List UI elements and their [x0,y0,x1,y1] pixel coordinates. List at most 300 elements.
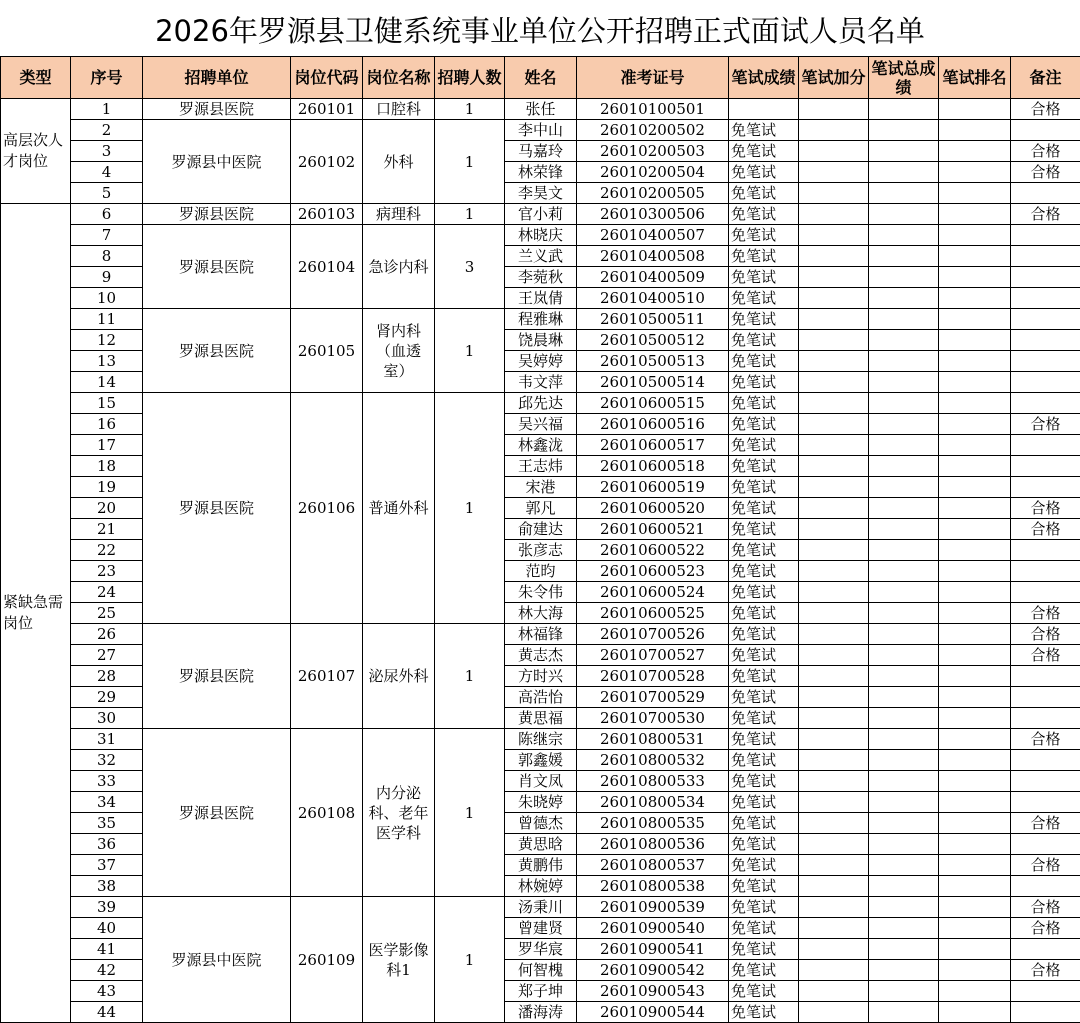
seq-cell: 3 [71,141,143,162]
rank-cell [939,624,1011,645]
name-cell: 林晓庆 [505,225,577,246]
total-score-cell [869,561,939,582]
total-score-cell [869,729,939,750]
total-score-cell [869,918,939,939]
remark-cell [1011,771,1080,792]
post-name-cell: 内分泌科、老年医学科 [363,729,435,897]
written-score-cell: 免笔试 [729,372,799,393]
written-score-cell: 免笔试 [729,435,799,456]
total-score-cell [869,708,939,729]
exam-no-cell: 26010900542 [577,960,729,981]
bonus-cell [799,183,869,204]
total-score-cell [869,183,939,204]
post-code-cell: 260103 [291,204,363,225]
total-score-cell [869,813,939,834]
remark-cell [1011,288,1080,309]
name-cell: 邱先达 [505,393,577,414]
seq-cell: 29 [71,687,143,708]
remark-cell [1011,330,1080,351]
header-bonus: 笔试加分 [799,57,869,99]
total-score-cell [869,666,939,687]
written-score-cell: 免笔试 [729,855,799,876]
written-score-cell: 免笔试 [729,771,799,792]
unit-cell: 罗源县医院 [143,204,291,225]
rank-cell [939,540,1011,561]
header-type: 类型 [1,57,71,99]
written-score-cell: 免笔试 [729,120,799,141]
rank-cell [939,351,1011,372]
name-cell: 黄鹏伟 [505,855,577,876]
name-cell: 曾德杰 [505,813,577,834]
post-name-cell: 病理科 [363,204,435,225]
total-score-cell [869,645,939,666]
bonus-cell [799,435,869,456]
bonus-cell [799,561,869,582]
bonus-cell [799,750,869,771]
rank-cell [939,834,1011,855]
bonus-cell [799,477,869,498]
seq-cell: 9 [71,267,143,288]
bonus-cell [799,603,869,624]
post-code-cell: 260108 [291,729,363,897]
rank-cell [939,561,1011,582]
exam-no-cell: 26010600523 [577,561,729,582]
bonus-cell [799,687,869,708]
exam-no-cell: 26010700527 [577,645,729,666]
rank-cell [939,666,1011,687]
written-score-cell: 免笔试 [729,981,799,1002]
quota-cell: 1 [435,204,505,225]
written-score-cell: 免笔试 [729,519,799,540]
exam-no-cell: 26010400510 [577,288,729,309]
seq-cell: 2 [71,120,143,141]
unit-cell: 罗源县医院 [143,729,291,897]
written-score-cell: 免笔试 [729,183,799,204]
name-cell: 曾建贤 [505,918,577,939]
exam-no-cell: 26010100501 [577,99,729,120]
seq-cell: 15 [71,393,143,414]
total-score-cell [869,960,939,981]
seq-cell: 31 [71,729,143,750]
name-cell: 何智槐 [505,960,577,981]
seq-cell: 33 [71,771,143,792]
bonus-cell [799,414,869,435]
rank-cell [939,225,1011,246]
seq-cell: 40 [71,918,143,939]
name-cell: 肖文凤 [505,771,577,792]
header-written: 笔试成绩 [729,57,799,99]
rank-cell [939,498,1011,519]
header-post-name: 岗位名称 [363,57,435,99]
name-cell: 张任 [505,99,577,120]
written-score-cell: 免笔试 [729,246,799,267]
total-score-cell [869,498,939,519]
page-title: 2026年罗源县卫健系统事业单位公开招聘正式面试人员名单 [0,0,1080,56]
remark-cell [1011,792,1080,813]
header-quota: 招聘人数 [435,57,505,99]
rank-cell [939,330,1011,351]
bonus-cell [799,771,869,792]
exam-no-cell: 26010900544 [577,1002,729,1023]
remark-cell [1011,687,1080,708]
exam-no-cell: 26010300506 [577,204,729,225]
written-score-cell: 免笔试 [729,141,799,162]
table-row [1,309,1080,330]
bonus-cell [799,918,869,939]
total-score-cell [869,141,939,162]
remark-cell [1011,183,1080,204]
table-header-row [1,57,1080,99]
bonus-cell [799,1002,869,1023]
total-score-cell [869,1002,939,1023]
bonus-cell [799,288,869,309]
name-cell: 郑子坤 [505,981,577,1002]
written-score-cell: 免笔试 [729,225,799,246]
written-score-cell: 免笔试 [729,876,799,897]
total-score-cell [869,687,939,708]
table-row [1,120,1080,141]
written-score-cell: 免笔试 [729,939,799,960]
rank-cell [939,309,1011,330]
bonus-cell [799,162,869,183]
remark-cell [1011,1002,1080,1023]
remark-cell: 合格 [1011,204,1080,225]
written-score-cell: 免笔试 [729,792,799,813]
rank-cell [939,981,1011,1002]
total-score-cell [869,330,939,351]
rank-cell [939,393,1011,414]
bonus-cell [799,204,869,225]
name-cell: 宋港 [505,477,577,498]
rank-cell [939,477,1011,498]
name-cell: 俞建达 [505,519,577,540]
bonus-cell [799,813,869,834]
name-cell: 程雅琳 [505,309,577,330]
seq-cell: 5 [71,183,143,204]
name-cell: 兰义武 [505,246,577,267]
post-name-cell: 泌尿外科 [363,624,435,729]
rank-cell [939,204,1011,225]
remark-cell: 合格 [1011,960,1080,981]
bonus-cell [799,372,869,393]
bonus-cell [799,645,869,666]
quota-cell: 1 [435,729,505,897]
written-score-cell: 免笔试 [729,708,799,729]
bonus-cell [799,981,869,1002]
written-score-cell: 免笔试 [729,288,799,309]
total-score-cell [869,603,939,624]
remark-cell [1011,561,1080,582]
type-cell: 高层次人才岗位 [1,99,71,204]
seq-cell: 42 [71,960,143,981]
rank-cell [939,1002,1011,1023]
exam-no-cell: 26010600515 [577,393,729,414]
total-score-cell [869,309,939,330]
total-score-cell [869,834,939,855]
written-score-cell: 免笔试 [729,960,799,981]
rank-cell [939,855,1011,876]
name-cell: 饶晨琳 [505,330,577,351]
seq-cell: 11 [71,309,143,330]
post-code-cell: 260102 [291,120,363,204]
bonus-cell [799,99,869,120]
quota-cell: 1 [435,897,505,1023]
exam-no-cell: 26010600516 [577,414,729,435]
total-score-cell [869,981,939,1002]
table-row [1,225,1080,246]
rank-cell [939,771,1011,792]
written-score-cell [729,99,799,120]
bonus-cell [799,897,869,918]
rank-cell [939,582,1011,603]
written-score-cell: 免笔试 [729,351,799,372]
header-exam-no: 准考证号 [577,57,729,99]
written-score-cell: 免笔试 [729,267,799,288]
remark-cell: 合格 [1011,855,1080,876]
seq-cell: 28 [71,666,143,687]
bonus-cell [799,330,869,351]
exam-no-cell: 26010900543 [577,981,729,1002]
quota-cell: 1 [435,99,505,120]
remark-cell [1011,666,1080,687]
exam-no-cell: 26010700526 [577,624,729,645]
bonus-cell [799,519,869,540]
seq-cell: 24 [71,582,143,603]
unit-cell: 罗源县医院 [143,624,291,729]
table-row [1,99,1080,120]
remark-cell: 合格 [1011,729,1080,750]
rank-cell [939,246,1011,267]
name-cell: 林婉婷 [505,876,577,897]
bonus-cell [799,351,869,372]
name-cell: 罗华宸 [505,939,577,960]
rank-cell [939,162,1011,183]
exam-no-cell: 26010200502 [577,120,729,141]
table-row [1,393,1080,414]
remark-cell: 合格 [1011,99,1080,120]
seq-cell: 19 [71,477,143,498]
seq-cell: 13 [71,351,143,372]
written-score-cell: 免笔试 [729,750,799,771]
name-cell: 林大海 [505,603,577,624]
seq-cell: 43 [71,981,143,1002]
post-code-cell: 260109 [291,897,363,1023]
exam-no-cell: 26010200505 [577,183,729,204]
remark-cell [1011,246,1080,267]
exam-no-cell: 26010800533 [577,771,729,792]
total-score-cell [869,855,939,876]
total-score-cell [869,99,939,120]
seq-cell: 14 [71,372,143,393]
rank-cell [939,99,1011,120]
name-cell: 朱晓婷 [505,792,577,813]
header-post-code: 岗位代码 [291,57,363,99]
total-score-cell [869,897,939,918]
rank-cell [939,141,1011,162]
name-cell: 韦文萍 [505,372,577,393]
unit-cell: 罗源县中医院 [143,897,291,1023]
seq-cell: 37 [71,855,143,876]
rank-cell [939,603,1011,624]
quota-cell: 1 [435,393,505,624]
exam-no-cell: 26010500514 [577,372,729,393]
name-cell: 李菀秋 [505,267,577,288]
bonus-cell [799,708,869,729]
rank-cell [939,267,1011,288]
header-seq: 序号 [71,57,143,99]
bonus-cell [799,225,869,246]
unit-cell: 罗源县中医院 [143,120,291,204]
exam-no-cell: 26010700528 [577,666,729,687]
remark-cell: 合格 [1011,897,1080,918]
bonus-cell [799,960,869,981]
total-score-cell [869,246,939,267]
seq-cell: 25 [71,603,143,624]
remark-cell [1011,351,1080,372]
name-cell: 李昊文 [505,183,577,204]
remark-cell: 合格 [1011,603,1080,624]
header-total: 笔试总成绩 [869,57,939,99]
remark-cell [1011,120,1080,141]
exam-no-cell: 26010800532 [577,750,729,771]
written-score-cell: 免笔试 [729,540,799,561]
header-name: 姓名 [505,57,577,99]
rank-cell [939,960,1011,981]
unit-cell: 罗源县医院 [143,393,291,624]
remark-cell: 合格 [1011,918,1080,939]
remark-cell [1011,540,1080,561]
bonus-cell [799,540,869,561]
rank-cell [939,708,1011,729]
bonus-cell [799,939,869,960]
written-score-cell: 免笔试 [729,813,799,834]
written-score-cell: 免笔试 [729,456,799,477]
remark-cell: 合格 [1011,141,1080,162]
seq-cell: 6 [71,204,143,225]
bonus-cell [799,624,869,645]
remark-cell [1011,582,1080,603]
rank-cell [939,876,1011,897]
remark-cell [1011,477,1080,498]
unit-cell: 罗源县医院 [143,99,291,120]
remark-cell: 合格 [1011,162,1080,183]
post-name-cell: 医学影像科1 [363,897,435,1023]
total-score-cell [869,393,939,414]
exam-no-cell: 26010500513 [577,351,729,372]
name-cell: 官小莉 [505,204,577,225]
rank-cell [939,288,1011,309]
exam-no-cell: 26010200503 [577,141,729,162]
bonus-cell [799,120,869,141]
written-score-cell: 免笔试 [729,498,799,519]
name-cell: 李中山 [505,120,577,141]
table-row [1,897,1080,918]
written-score-cell: 免笔试 [729,729,799,750]
bonus-cell [799,498,869,519]
unit-cell: 罗源县医院 [143,225,291,309]
name-cell: 黄志杰 [505,645,577,666]
exam-no-cell: 26010700529 [577,687,729,708]
name-cell: 潘海涛 [505,1002,577,1023]
post-code-cell: 260106 [291,393,363,624]
exam-no-cell: 26010600518 [577,456,729,477]
remark-cell [1011,309,1080,330]
post-code-cell: 260104 [291,225,363,309]
name-cell: 朱令伟 [505,582,577,603]
rank-cell [939,813,1011,834]
written-score-cell: 免笔试 [729,204,799,225]
written-score-cell: 免笔试 [729,918,799,939]
exam-no-cell: 26010400507 [577,225,729,246]
bonus-cell [799,582,869,603]
name-cell: 高浩怡 [505,687,577,708]
total-score-cell [869,456,939,477]
seq-cell: 16 [71,414,143,435]
exam-no-cell: 26010900539 [577,897,729,918]
seq-cell: 22 [71,540,143,561]
bonus-cell [799,666,869,687]
total-score-cell [869,267,939,288]
bonus-cell [799,141,869,162]
name-cell: 方时兴 [505,666,577,687]
table-row [1,729,1080,750]
exam-no-cell: 26010900541 [577,939,729,960]
total-score-cell [869,624,939,645]
bonus-cell [799,729,869,750]
total-score-cell [869,162,939,183]
bonus-cell [799,246,869,267]
remark-cell [1011,708,1080,729]
seq-cell: 39 [71,897,143,918]
exam-no-cell: 26010900540 [577,918,729,939]
total-score-cell [869,939,939,960]
remark-cell [1011,981,1080,1002]
seq-cell: 41 [71,939,143,960]
exam-no-cell: 26010600517 [577,435,729,456]
remark-cell [1011,750,1080,771]
remark-cell: 合格 [1011,414,1080,435]
written-score-cell: 免笔试 [729,393,799,414]
post-code-cell: 260101 [291,99,363,120]
total-score-cell [869,351,939,372]
exam-no-cell: 26010800534 [577,792,729,813]
written-score-cell: 免笔试 [729,162,799,183]
seq-cell: 30 [71,708,143,729]
post-name-cell: 肾内科（血透室） [363,309,435,393]
total-score-cell [869,876,939,897]
total-score-cell [869,414,939,435]
rank-cell [939,645,1011,666]
written-score-cell: 免笔试 [729,687,799,708]
seq-cell: 32 [71,750,143,771]
name-cell: 陈继宗 [505,729,577,750]
written-score-cell: 免笔试 [729,330,799,351]
exam-no-cell: 26010500511 [577,309,729,330]
remark-cell: 合格 [1011,624,1080,645]
seq-cell: 26 [71,624,143,645]
written-score-cell: 免笔试 [729,645,799,666]
exam-no-cell: 26010600520 [577,498,729,519]
written-score-cell: 免笔试 [729,834,799,855]
quota-cell: 3 [435,225,505,309]
bonus-cell [799,834,869,855]
name-cell: 林荣锋 [505,162,577,183]
name-cell: 马嘉玲 [505,141,577,162]
exam-no-cell: 26010600524 [577,582,729,603]
rank-cell [939,519,1011,540]
exam-no-cell: 26010800535 [577,813,729,834]
total-score-cell [869,225,939,246]
